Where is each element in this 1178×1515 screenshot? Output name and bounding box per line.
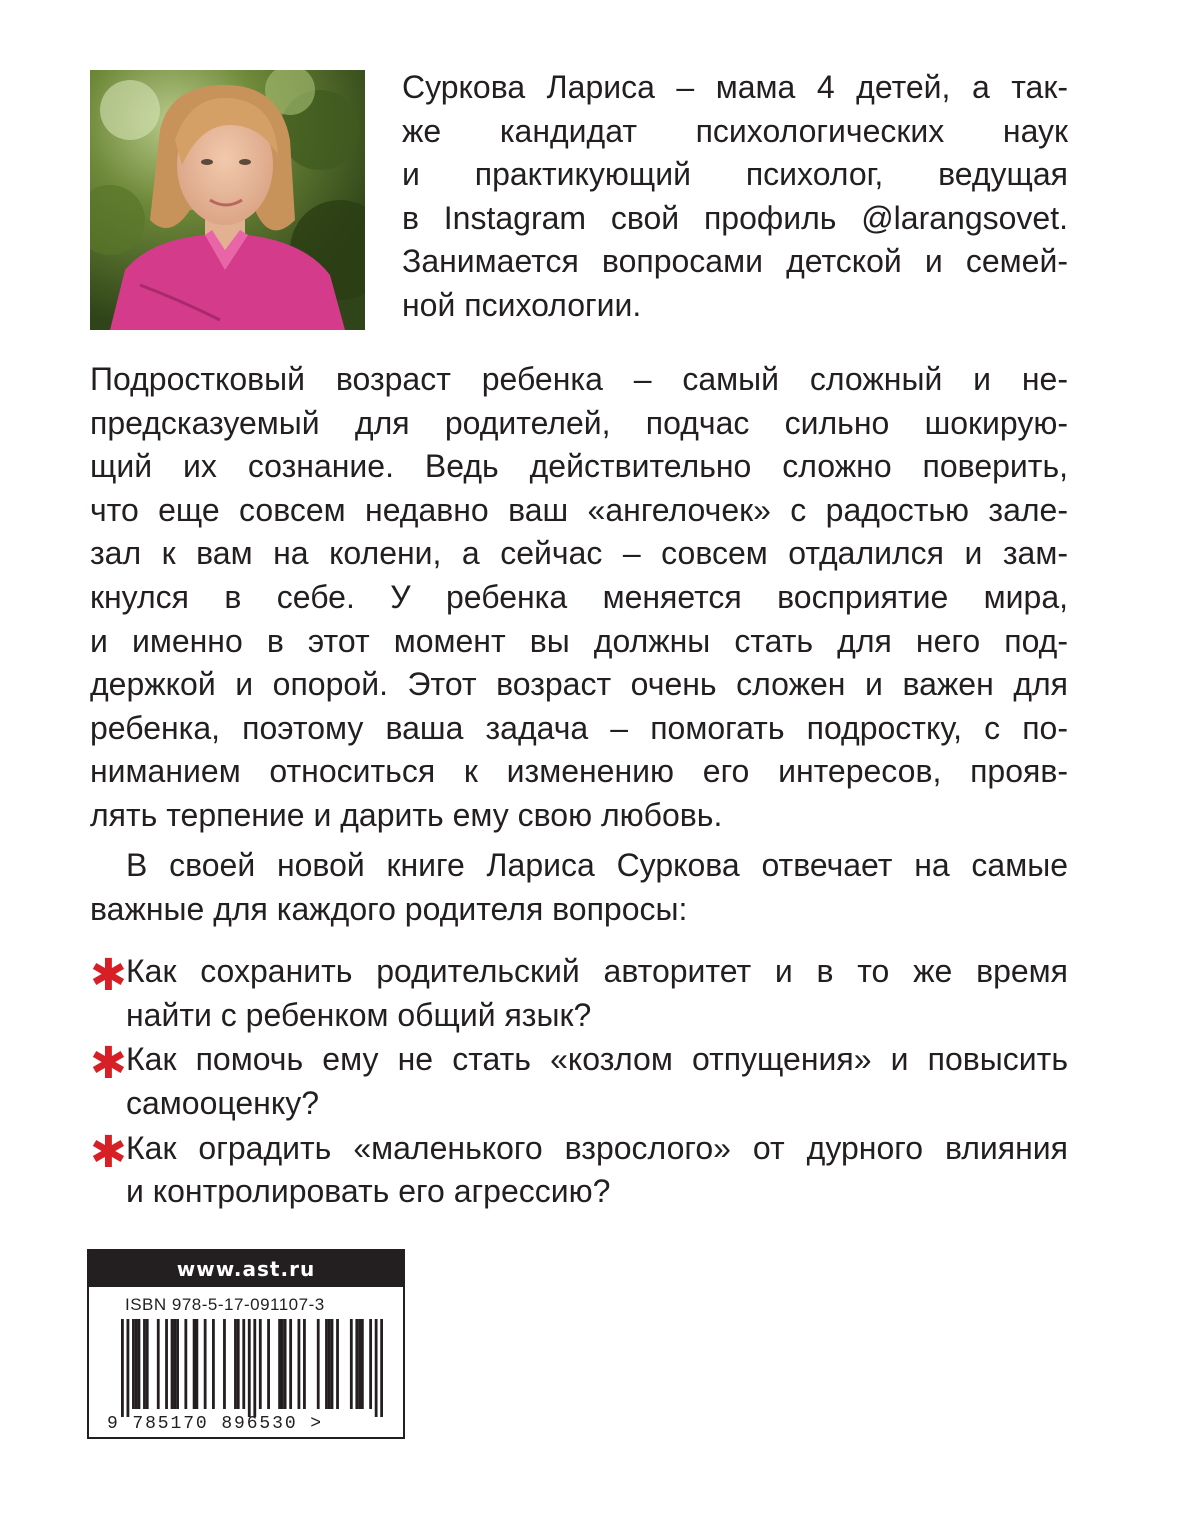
paragraph-line: что еще совсем недавно ваш «ангелочек» с радостью зале- [90, 491, 1068, 528]
list-item-line: Как помочь ему не стать «козлом отпущения» и повысить [126, 1041, 1068, 1078]
list-item-line: найти с ребенком общий язык? [126, 996, 592, 1033]
paragraph-line: кнулся в себе. У ребенка меняется восприятие мира, [90, 578, 1068, 615]
barcode-bar [135, 1319, 138, 1409]
barcode-bar [157, 1319, 160, 1409]
barcode-bar [267, 1319, 270, 1409]
paragraph-line: держкой и опорой. Этот возраст очень сложен и важен для [90, 666, 1068, 703]
author-bio [402, 66, 1068, 328]
barcode-bar [143, 1319, 146, 1409]
barcode-bar [361, 1319, 364, 1409]
question-list [90, 950, 1068, 1215]
bio-line: Суркова Лариса – мама 4 детей, а так- [402, 69, 1068, 105]
barcode-bar [204, 1319, 207, 1409]
barcode-bars [121, 1319, 383, 1417]
barcode-bar [317, 1319, 320, 1409]
paragraph-line: лять терпение и дарить ему свою любовь. [90, 796, 723, 833]
barcode-bar [176, 1319, 179, 1409]
paragraph-line: Подростковый возраст ребенка – самый сложный и не- [90, 361, 1068, 397]
barcode-bar [380, 1319, 383, 1417]
barcode-bar [298, 1319, 301, 1409]
barcode-bar [328, 1319, 331, 1409]
barcode-bar [193, 1319, 196, 1409]
intro-paragraph [90, 844, 1068, 931]
author-photo-image [90, 70, 365, 330]
barcode-bar [223, 1319, 226, 1409]
barcode-bar [121, 1319, 124, 1417]
barcode-bar [331, 1319, 334, 1409]
paragraph-line: и именно в этот момент вы должны стать для него под- [90, 622, 1068, 659]
barcode-bar [242, 1319, 245, 1409]
barcode-bar [284, 1319, 287, 1409]
paragraph-line: В своей новой книге Лариса Суркова отвечает на самые [126, 847, 1068, 883]
barcode-bar [184, 1319, 187, 1409]
bio-line: Занимается вопросами детской и семей- [402, 243, 1068, 280]
barcode-bar [259, 1319, 262, 1409]
barcode-bar [303, 1319, 306, 1409]
bio-line: в Instagram свой профиль @larangsovet. [402, 199, 1068, 236]
barcode-bar [127, 1319, 130, 1417]
barcode-bar [289, 1319, 292, 1409]
bio-line: же кандидат психологических наук [402, 112, 1068, 149]
barcode-bar [355, 1319, 358, 1409]
barcode-bar [281, 1319, 284, 1409]
barcode-bar [165, 1319, 168, 1409]
isbn-barcode-block [87, 1249, 405, 1439]
list-item [90, 1127, 1068, 1214]
isbn-number: ISBN 978-5-17-091107-3 [125, 1295, 325, 1314]
barcode-bar [369, 1319, 372, 1409]
barcode-bar [173, 1319, 176, 1409]
list-item-line: самооценку? [126, 1084, 319, 1121]
list-item-line: и контролировать его агрессию? [126, 1173, 611, 1210]
paragraph-line: зал к вам на колени, а сейчас – совсем отдалился и зам- [90, 535, 1068, 572]
barcode-bar [325, 1319, 328, 1409]
bio-line: ной психологии. [402, 286, 642, 323]
paragraph-line: щий их сознание. Ведь действительно сложно поверить, [90, 448, 1068, 485]
barcode-digits: 9 785170 896530 > [107, 1414, 323, 1434]
barcode-bar [132, 1319, 135, 1409]
list-item [90, 950, 1068, 1037]
barcode-bar [146, 1319, 149, 1409]
list-item-line: Как оградить «маленького взрослого» от дурного влияния [126, 1129, 1068, 1166]
paragraph-line: важные для каждого родителя вопросы: [90, 890, 688, 927]
list-item-line: Как сохранить родительский авторитет и в то же время [126, 953, 1068, 989]
barcode-bar [195, 1319, 198, 1409]
barcode-bar [358, 1319, 361, 1409]
barcode-bar [234, 1319, 237, 1409]
asterisk-bullet-icon: ✱ [90, 1126, 127, 1178]
barcode-bar [375, 1319, 378, 1417]
barcode-bar [237, 1319, 240, 1409]
barcode-bar [253, 1319, 256, 1417]
author-photo [90, 70, 365, 330]
paragraph-line: ниманием относиться к изменению его интересов, прояв- [90, 753, 1068, 790]
barcode-bar [248, 1319, 251, 1417]
description-paragraph [90, 358, 1068, 838]
barcode-bar [212, 1319, 215, 1409]
bio-line: и практикующий психолог, ведущая [402, 156, 1068, 193]
paragraph-line: предсказуемый для родителей, подчас сильно шокирую- [90, 404, 1068, 441]
barcode-bar [278, 1319, 281, 1409]
list-item [90, 1038, 1068, 1125]
barcode-bar [336, 1319, 339, 1409]
asterisk-bullet-icon: ✱ [90, 1038, 127, 1090]
barcode-bar [138, 1319, 141, 1409]
asterisk-bullet-icon: ✱ [90, 950, 127, 1001]
barcode-bar [171, 1319, 174, 1409]
publisher-website: www.ast.ru [89, 1251, 403, 1287]
barcode-bar [350, 1319, 353, 1409]
paragraph-line: ребенка, поэтому ваша задача – помогать подростку, с по- [90, 709, 1068, 746]
